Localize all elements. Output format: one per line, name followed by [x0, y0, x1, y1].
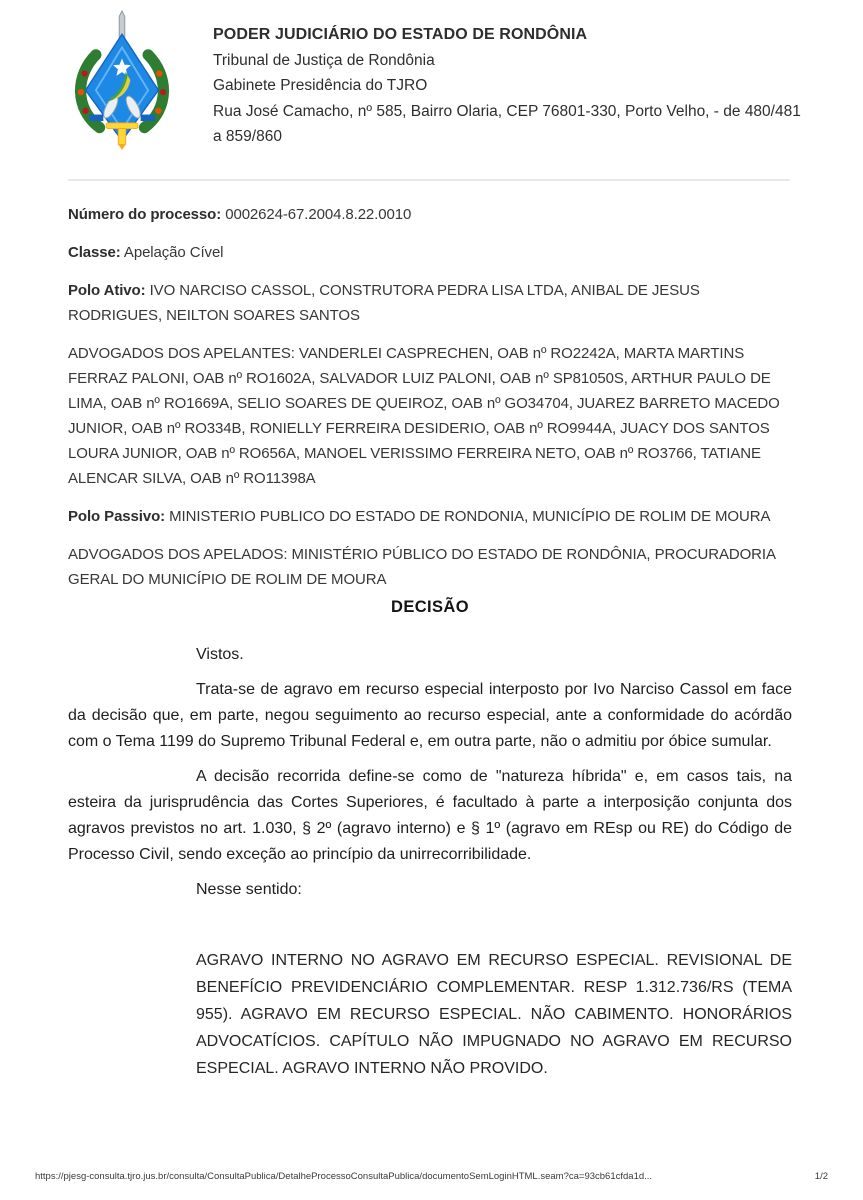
court-identification: [213, 10, 813, 150]
appellees-lawyers-line: ADVOGADOS DOS APELADOS: MINISTÉRIO PÚBLICO DO ESTADO DE RONDÔNIA, PROCURADORIA GERAL DO MUNICÍPIO DE ROLIM DE MOURA: [68, 546, 776, 588]
court-name: PODER JUDICIÁRIO DO ESTADO DE RONDÔNIA: [213, 26, 588, 43]
class-line: [68, 240, 792, 265]
court-subtitle: Tribunal de Justiça de Rondônia: [213, 51, 435, 69]
appellants-lawyers-line: ADVOGADOS DOS APELANTES: VANDERLEI CASPRECHEN, OAB nº RO2242A, MARTA MARTINS FERRAZ PALONI, OAB nº RO1602A, SALVADOR LUIZ PALONI, OAB nº SP81050S, ARTHUR PAULO DE LIMA, OAB nº RO1669A, SELIO SOARES DE QUEIROZ, OAB nº GO34704, JUAREZ BARRETO MACEDO JUNIOR, OAB nº RO334B, RONIELLY FERREIRA DESIDERIO, OAB nº RO9944A, JUACY DOS SANTOS LOURA JUNIOR, OAB nº RO656A, MANOEL VERISSIMO FERREIRA NETO, OAB nº RO3766, TATIANE ALENCAR SILVA, OAB nº RO11398A: [68, 345, 780, 487]
header-divider: [68, 179, 790, 181]
rondonia-coat-of-arms-icon: [64, 10, 180, 150]
print-footer: [0, 1171, 863, 1182]
process-number-line: [68, 202, 792, 227]
process-number-value: 0002624-67.2004.8.22.0010: [225, 206, 412, 223]
decision-paragraph-nesse-sentido: Nesse sentido:: [196, 881, 302, 898]
decision-paragraph-1: Trata-se de agravo em recurso especial interposto por Ivo Narciso Cassol em face da decisão que, em parte, negou seguimento ao recurso especial, ante a conformidade do acórdão com o Tema 1199 do Supremo Tribunal Federal e, em outra parte, não o admitiu por óbice sumular.: [68, 681, 792, 750]
active-party-line: [68, 278, 792, 328]
source-url: https://pjesg-consulta.tjro.jus.br/consulta/ConsultaPublica/DetalheProcessoConsultaPublica/documentoSemLoginHTML.seam?ca=93cb61cfda1d...: [35, 1171, 653, 1182]
page-indicator: 1/2: [814, 1171, 828, 1182]
active-party-value: IVO NARCISO CASSOL, CONSTRUTORA PEDRA LISA LTDA, ANIBAL DE JESUS RODRIGUES, NEILTON SOARES SANTOS: [68, 282, 700, 324]
class-value: Apelação Cível: [123, 244, 224, 261]
decision-title: DECISÃO: [391, 598, 469, 616]
decision-body: [68, 594, 792, 1082]
jurisprudence-quote: AGRAVO INTERNO NO AGRAVO EM RECURSO ESPECIAL. REVISIONAL DE BENEFÍCIO PREVIDENCIÁRIO COMPLEMENTAR. RESP 1.312.736/RS (TEMA 955). AGRAVO EM RECURSO ESPECIAL. NÃO CABIMENTO. HONORÁRIOS ADVOCATÍCIOS. CAPÍTULO NÃO IMPUGNADO NO AGRAVO EM RECURSO ESPECIAL. AGRAVO INTERNO NÃO PROVIDO.: [196, 952, 792, 1077]
court-address: Rua José Camacho, nº 585, Bairro Olaria, CEP 76801-330, Porto Velho, - de 480/481 a 859/860: [213, 102, 801, 145]
case-metadata: [68, 202, 792, 605]
passive-party-value: MINISTERIO PUBLICO DO ESTADO DE RONDONIA, MUNICÍPIO DE ROLIM DE MOURA: [169, 508, 771, 525]
process-number-label: Número do processo:: [68, 206, 222, 223]
passive-party-line: [68, 504, 792, 529]
court-office: Gabinete Presidência do TJRO: [213, 77, 428, 94]
decision-paragraph-vistos: Vistos.: [196, 646, 244, 663]
decision-paragraph-2: A decisão recorrida define-se como de "natureza híbrida" e, em casos tais, na esteira da jurisprudência das Cortes Superiores, é facultado à parte a interposição conjunta dos agravos previstos no art. 1.030, § 2º (agravo interno) e § 1º (agravo em REsp ou RE) do Código de Processo Civil, sendo exceção ao princípio da unirrecorribilidade.: [68, 768, 792, 863]
class-label: Classe:: [68, 244, 121, 261]
active-party-label: Polo Ativo:: [68, 282, 146, 299]
passive-party-label: Polo Passivo:: [68, 508, 166, 525]
document-header: [64, 10, 813, 150]
